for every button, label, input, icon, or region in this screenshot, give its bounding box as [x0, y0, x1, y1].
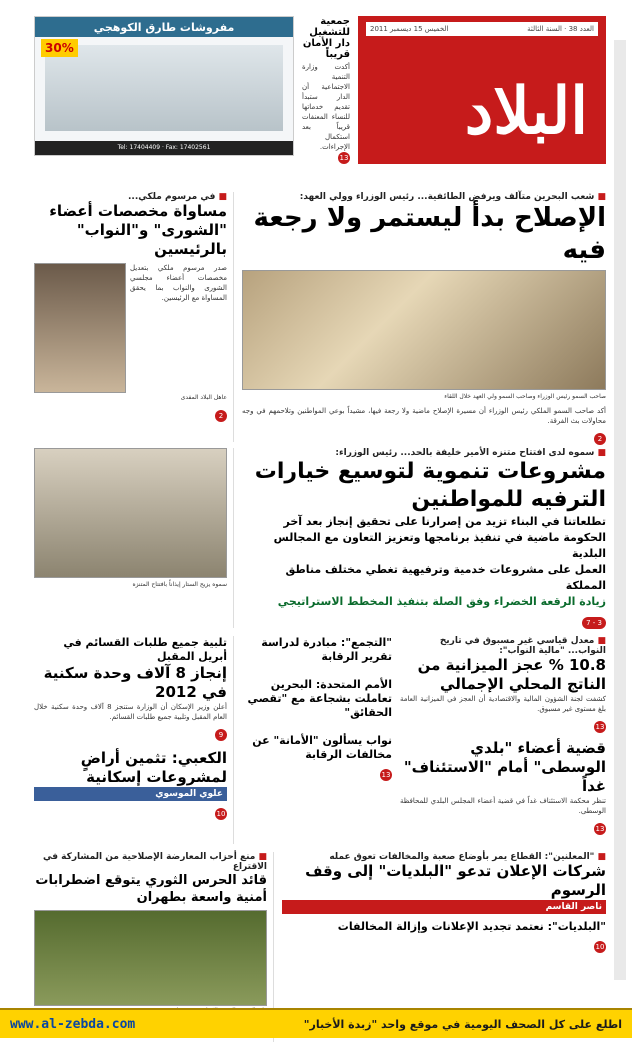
newspaper-logo: البلاد [464, 74, 588, 149]
development-headline[interactable]: مشروعات تنموية لتوسيع خيارات الترفيه للمواطنين [254, 459, 606, 512]
opinion-item-mps[interactable]: نواب يسألون "الأمانة" عن مخالفات الرقابة [252, 734, 392, 761]
ads-kicker: ■ "المعلنين": القطاع يمر بأوضاع صعبة والمخالفات تعوق عمله [282, 852, 606, 862]
lead-headline[interactable]: الإصلاح بدأ ليستمر ولا رجعة فيه [253, 203, 606, 265]
development-story[interactable] [242, 448, 606, 628]
decree-caption: عاهل البلاد المفدى [180, 394, 227, 401]
lead-caption: صاحب السمو رئيس الوزراء وصاحب السمو ولي العهد خلال اللقاء [444, 393, 606, 400]
decree-kicker: ■ في مرسوم ملكي... [34, 192, 227, 202]
promo-discount-badge: 30% [41, 39, 78, 57]
development-row [34, 448, 606, 628]
development-sub2: الحكومة ماضية في تنفيذ برنامجها وتعزيز التعاون مع المجالس البلدية [273, 531, 606, 560]
middle-row [34, 636, 606, 844]
ads-sub[interactable]: "البلديات": نعتمد تجديد الإعلانات وإزالة المخالفات [337, 920, 606, 933]
page-ref-badge: 13 [339, 154, 349, 162]
side-strip [614, 40, 626, 980]
middle-east-headline[interactable]: قضية أعضاء "بلدي الوسطى" أمام "الاستئناف" غداً [403, 739, 606, 795]
page-ref-badge: 13 [381, 771, 391, 779]
header [34, 6, 606, 188]
top-note-text: أكدت وزارة التنمية الاجتماعية أن الدار ستبدأ تقديم خدماتها للنساء المعنفات قريباً بعد استكمال الإجراءات. [302, 63, 350, 151]
housing-text: أعلن وزير الإسكان أن الوزارة ستنجز 8 آلاف وحدة سكنية خلال العام المقبل وتلبية جميع طلبات القسائم. [34, 703, 227, 721]
page-ref-badge: 13 [595, 825, 605, 833]
development-photo [34, 448, 227, 578]
page-ref-badge: 13 [595, 723, 605, 731]
iran-headline[interactable]: قائد الحرس الثوري يتوقع اضطرابات أمنية واسعة بطهران [35, 873, 267, 905]
promo-ad[interactable] [34, 16, 294, 156]
decree-text: صدر مرسوم ملكي بتعديل مخصصات أعضاء مجلسي الشورى والنواب بما يحقق المساواة مع الرئيسين. [130, 264, 227, 302]
housing-sub[interactable]: إنجاز 8 آلاف وحدة سكنية في 2012 [43, 664, 227, 701]
footer-url[interactable]: www.al-zebda.com [10, 1016, 136, 1032]
promo-contact: Tel: 17404409 · Fax: 17402561 [35, 141, 293, 155]
iran-photo [34, 910, 267, 1006]
kabi-author: علوي الموسوي [34, 787, 227, 801]
development-sub1: تطلعاتنا في البناء تزيد من إصرارنا على تحقيق إنجاز بعد آخر [283, 515, 606, 528]
opinion-title[interactable]: "التجمع": مبادرة لدراسة تقرير الرقابة [261, 636, 392, 663]
page-ref-badge: 10 [216, 810, 226, 818]
budget-text: كشفت لجنة الشؤون المالية والاقتصادية أن العجز في الميزانية العامة بلغ مستوى غير مسبوق. [400, 695, 606, 713]
date-line: الخميس 15 ديسمبر 2011 [370, 25, 449, 33]
lead-row [34, 192, 606, 442]
lead-text: أكد صاحب السمو الملكي رئيس الوزراء أن مسيرة الإصلاح ماضية ولا رجعة فيها، مشيداً بوعي المواطنين وتلاحمهم في وجه محاولات بث الفرقة. [242, 407, 606, 425]
top-note[interactable] [302, 16, 350, 164]
king-portrait [34, 263, 126, 393]
middle-east-text: تنظر محكمة الاستئناف غداً في قضية أعضاء المجلس البلدي للمحافظة الوسطى. [400, 797, 606, 815]
promo-furniture-image [45, 45, 283, 131]
development-photo-box [34, 448, 234, 628]
lead-kicker: ■ شعب البحرين متآلف ويرفض الطائفية... رئيس الوزراء وولي العهد: [242, 192, 606, 202]
page-ref-badge: 2 [594, 433, 606, 445]
page-ref-badge: 3 - 7 [582, 617, 606, 629]
lead-photo [242, 270, 606, 390]
masthead [358, 16, 606, 164]
page-ref-badge: 2 [215, 410, 227, 422]
budget-kicker: ■ معدل قياسي غير مسبوق في تاريخ النواب... "مالية النواب": [400, 636, 606, 656]
promo-brand: مفروشات طارق الكوهجي [35, 17, 293, 37]
development-kicker: ■ سموه لدى افتتاح متنزه الأمير خليفة بالحد... رئيس الوزراء: [242, 448, 606, 458]
decree-story[interactable] [34, 192, 234, 442]
ads-headline[interactable]: شركات الإعلان تدعو "البلديات" إلى وقف الرسوم [305, 862, 606, 899]
lead-story[interactable] [242, 192, 606, 442]
issue-info [366, 22, 598, 36]
decree-headline[interactable]: مساواة مخصصات أعضاء "الشورى" و"النواب" بالرئيسين [49, 202, 227, 258]
housing-story[interactable] [34, 636, 234, 844]
housing-headline[interactable]: تلبية جميع طلبات القسائم في أبريل المقبل [63, 636, 227, 663]
iran-kicker: ■ منع أحزاب المعارضة الإصلاحية من المشاركة في الاقتراع [34, 852, 267, 872]
issue-line: العدد 38 · السنة الثالثة [527, 25, 594, 33]
opinion-item-un[interactable]: الأمم المتحدة: البحرين تعاملت بشجاعة مع "تقصي الحقائق" [247, 678, 392, 719]
ads-author: ناصر القاسم [282, 900, 606, 914]
footer-tagline: اطلع على كل الصحف اليومية في موقع واحد "زبدة الأخبار" [303, 1017, 622, 1031]
footer-banner[interactable] [0, 1008, 632, 1038]
page-ref-badge: 10 [595, 943, 605, 951]
budget-story[interactable] [400, 636, 606, 844]
development-sub3: العمل على مشروعات خدمية وترفيهية تغطي مختلف مناطق المملكة [285, 563, 606, 592]
kabi-headline[interactable]: الكعبي: تثمين أراضٍ لمشروعات إسكانية [80, 749, 227, 786]
budget-headline[interactable]: 10.8 % عجز الميزانية من الناتج المحلي الإجمالي [417, 656, 606, 693]
top-note-title: جمعية للتشغيل دار الأمان قريباً [302, 16, 350, 60]
page-ref-badge: 9 [215, 729, 227, 741]
opinion-column[interactable] [242, 636, 392, 844]
development-caption: سموه يزيح الستار إيذاناً بافتتاح المتنزه [132, 581, 227, 588]
development-sub4: زيادة الرقعة الخضراء وفق الصلة بتنفيذ المخطط الاستراتيجي [277, 595, 606, 608]
